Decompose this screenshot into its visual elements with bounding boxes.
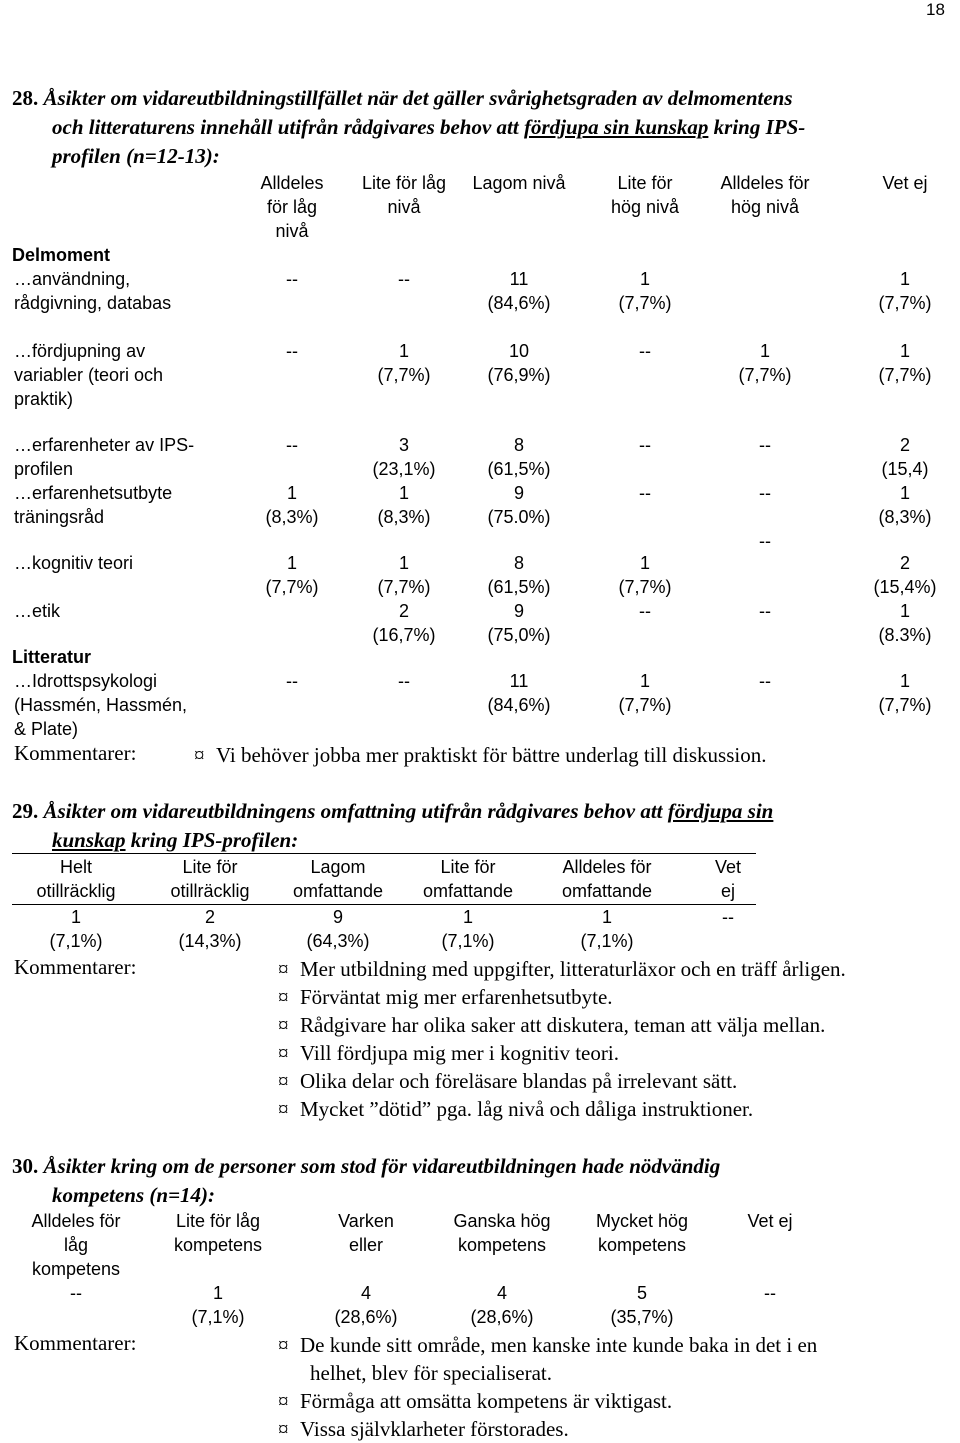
q28-cell: 1 (7,7%): [618, 671, 672, 715]
q30-header-1: Alldeles för låg kompetens: [31, 1211, 121, 1279]
q28-cell: --: [759, 601, 771, 621]
q28-header-1: Alldeles för låg nivå: [260, 173, 324, 241]
q28-title-line2a: och litteraturens innehåll utifrån rådgivares behov att: [52, 115, 524, 139]
q30-header-6: Vet ej: [747, 1211, 793, 1231]
q30-comment-text: Vissa självklarheter förstorades.: [300, 1417, 569, 1441]
q28-title-line2-underlined: fördjupa sin kunskap: [523, 115, 709, 139]
q30-number: 30.: [12, 1154, 39, 1178]
q29-cell: 9 (64,3%): [306, 907, 370, 951]
q29-cell: 1 (7,1%): [441, 907, 495, 951]
q29-title-line1: [12, 797, 773, 826]
q28-cell: 8 (61,5%): [487, 435, 551, 479]
q28-header-5: Alldeles för hög nivå: [720, 173, 810, 217]
q28-cell: --: [286, 269, 298, 289]
q29-title-line1a: Åsikter om vidareutbildningens omfattning utifrån rådgivares behov att: [43, 799, 668, 823]
q28-cell: 1 (7,7%): [878, 341, 932, 385]
q28-row-label: …erfarenheter av IPS- profilen: [14, 435, 195, 479]
q29-title-line2-underlined: kunskap: [52, 828, 126, 852]
q28-cell: 9 (75,0%): [487, 601, 551, 645]
q28-cell: 1 (7,7%): [618, 553, 672, 597]
q28-title-line1: Åsikter om vidareutbildningstillfället när det gäller svårighetsgraden av delmomentens: [43, 86, 793, 110]
bullet-icon: ¤: [278, 1013, 289, 1037]
q30-cell: 4 (28,6%): [470, 1283, 534, 1327]
q29-header-5: Alldeles för omfattande: [561, 857, 653, 901]
q29-comment: [278, 983, 613, 1011]
q28-header-4: Lite för hög nivå: [610, 173, 680, 217]
q30-comment: [278, 1415, 569, 1443]
q29-comment-text: Vill fördjupa mig mer i kognitiv teori.: [300, 1041, 619, 1065]
q30-cell: --: [70, 1283, 82, 1303]
q28-cell: 1 (8,3%): [878, 483, 932, 527]
q28-cell: 1 (7,7%): [377, 553, 431, 597]
q28-cell: --: [286, 435, 298, 455]
q28-title-line3: profilen (n=12-13):: [52, 144, 220, 168]
q29-header-3: Lagom omfattande: [292, 857, 384, 901]
q28-cell: 1 (7,7%): [738, 341, 792, 385]
q28-cell: 9 (75.0%): [487, 483, 551, 527]
q28-cell: --: [639, 601, 651, 621]
q29-cell: 1 (7,1%): [580, 907, 634, 951]
q28-number: 28.: [12, 86, 39, 110]
q28-cell: 1 (7,7%): [878, 671, 932, 715]
q28-row-label: …Idrottspsykologi (Hassmén, Hassmén, & Plate): [14, 671, 188, 739]
q28-cell: 1 (7,7%): [377, 341, 431, 385]
q29-comment: [278, 1039, 619, 1067]
q28-title: [12, 84, 793, 113]
q29-comments-label: Kommentarer:: [14, 955, 137, 979]
bullet-icon: ¤: [278, 1389, 289, 1413]
q30-title-line1: [12, 1152, 720, 1181]
q30-title-line1-text: Åsikter kring om de personer som stod för vidareutbildningen hade nödvändig: [43, 1154, 721, 1178]
q29-header-6: Vet ej: [714, 857, 742, 901]
q29-cell: --: [722, 907, 734, 927]
q30-header-2: Lite för låg kompetens: [173, 1211, 263, 1255]
q30-comment-text: De kunde sitt område, men kanske inte kunde baka in det i en: [300, 1333, 818, 1357]
q29-cell: 2 (14,3%): [178, 907, 242, 951]
q28-cell: 2 (16,7%): [372, 601, 436, 645]
q28-cell: 1 (7,7%): [265, 553, 319, 597]
q28-row-label: …användning, rådgivning, databas: [14, 269, 172, 313]
q28-cell: 8 (61,5%): [487, 553, 551, 597]
q29-cell: 1 (7,1%): [49, 907, 103, 951]
q29-header-2: Lite för otillräcklig: [170, 857, 250, 901]
q28-header-3: Lagom nivå: [472, 173, 566, 193]
q28-cell: -- --: [759, 483, 771, 551]
q28-cell: --: [639, 435, 651, 455]
q28-title-line2: [52, 113, 805, 142]
q28-cell: --: [398, 269, 410, 289]
q30-comment-text: Förmåga att omsätta kompetens är viktigast.: [300, 1389, 673, 1413]
q29-comment-text: Mycket ”dötid” pga. låg nivå och dåliga instruktioner.: [300, 1097, 754, 1121]
q29-comment-text: Rådgivare har olika saker att diskutera, teman att välja mellan.: [300, 1013, 826, 1037]
q28-row-label: …kognitiv teori: [14, 553, 134, 573]
q29-comment: [278, 1011, 825, 1039]
q28-row-label: …fördjupning av variabler (teori och praktik): [14, 341, 164, 409]
q30-comment: [278, 1331, 817, 1359]
q29-comment: [278, 1067, 737, 1095]
q29-comment-text: Olika delar och föreläsare blandas på irrelevant sätt.: [300, 1069, 738, 1093]
q30-cell: 1 (7,1%): [191, 1283, 245, 1327]
q28-cell: 10 (76,9%): [487, 341, 551, 385]
q29-number: 29.: [12, 799, 39, 823]
q28-cell: --: [759, 671, 771, 691]
q29-title-line2b: kring IPS-profilen:: [125, 828, 299, 852]
q29-header-4: Lite för omfattande: [422, 857, 514, 901]
q28-cell: 1 (8,3%): [377, 483, 431, 527]
q28-cell: 1 (8,3%): [265, 483, 319, 527]
q29-comment-text: Förväntat mig mer erfarenhetsutbyte.: [300, 985, 613, 1009]
q30-comments-label: Kommentarer:: [14, 1331, 137, 1355]
q29-title-line1-underlined: fördjupa sin: [667, 799, 774, 823]
bullet-icon: ¤: [278, 957, 289, 981]
bullet-icon: ¤: [278, 1069, 289, 1093]
q28-header-2: Lite för låg nivå: [361, 173, 447, 217]
q28-cell: 11 (84,6%): [487, 671, 551, 715]
q28-cell: 1 (7,7%): [878, 269, 932, 313]
q28-comment-text: Vi behöver jobba mer praktiskt för bättre underlag till diskussion.: [216, 743, 767, 767]
q28-cell: --: [286, 671, 298, 691]
q28-section-litteratur: Litteratur: [12, 647, 92, 667]
q28-cell: 2 (15,4): [881, 435, 929, 479]
q29-comment: [278, 1095, 753, 1123]
q28-title-line2b: kring IPS-: [708, 115, 806, 139]
q28-cell: 3 (23,1%): [372, 435, 436, 479]
q29-comment: [278, 955, 846, 983]
page-number: 18: [926, 0, 945, 19]
q28-comments-label: Kommentarer:: [14, 741, 137, 765]
q28-cell: --: [759, 435, 771, 455]
q30-comment-continuation: helhet, blev för specialiserat.: [310, 1361, 552, 1385]
q28-section-delmoment: Delmoment: [12, 245, 111, 265]
q29-title-line2: [52, 826, 298, 855]
q30-title-line2: kompetens (n=14):: [52, 1183, 216, 1207]
bullet-icon: ¤: [278, 1041, 289, 1065]
q28-cell: 2 (15,4%): [873, 553, 937, 597]
q29-table-top-rule: [12, 853, 756, 854]
q30-cell: 5 (35,7%): [610, 1283, 674, 1327]
q29-comment-text: Mer utbildning med uppgifter, litteraturläxor och en träff årligen.: [300, 957, 846, 981]
bullet-icon: ¤: [278, 1333, 289, 1357]
q30-header-5: Mycket hög kompetens: [595, 1211, 689, 1255]
q28-cell: 1 (8.3%): [878, 601, 932, 645]
q28-cell: --: [639, 483, 651, 503]
q30-header-4: Ganska hög kompetens: [453, 1211, 551, 1255]
q28-header-6: Vet ej: [882, 173, 928, 193]
q28-cell: --: [639, 341, 651, 361]
q30-cell: --: [764, 1283, 776, 1303]
q30-comment: [278, 1387, 672, 1415]
q28-comment: [194, 741, 766, 769]
bullet-icon: ¤: [194, 743, 205, 767]
q30-cell: 4 (28,6%): [334, 1283, 398, 1327]
q30-header-3: Varken eller: [338, 1211, 394, 1255]
bullet-icon: ¤: [278, 985, 289, 1009]
bullet-icon: ¤: [278, 1417, 289, 1441]
q28-row-label: …etik: [14, 601, 61, 621]
q28-row-label: …erfarenhetsutbyte träningsråd: [14, 483, 173, 527]
q29-header-1: Helt otillräcklig: [36, 857, 116, 901]
q28-cell: 11 (84,6%): [487, 269, 551, 313]
q28-cell: --: [286, 341, 298, 361]
bullet-icon: ¤: [278, 1097, 289, 1121]
q28-cell: --: [398, 671, 410, 691]
q28-cell: 1 (7,7%): [618, 269, 672, 313]
